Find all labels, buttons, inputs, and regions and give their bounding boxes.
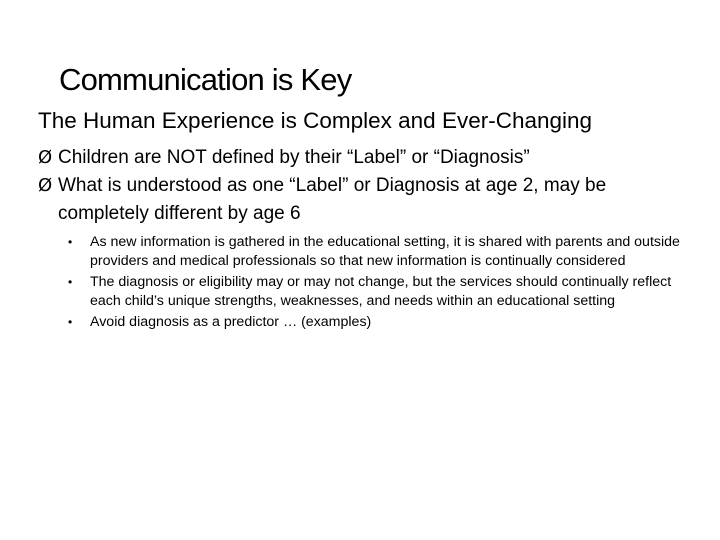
sub-bullet-item [68, 313, 681, 332]
arrow-bullet-icon: Ø [38, 147, 53, 168]
dot-bullet-icon: • [68, 275, 73, 290]
main-bullet-text: What is understood as one “Label” or Diagnosis at age 2, may be completely different by age 6 [58, 175, 607, 224]
sub-bullet-list [68, 233, 681, 334]
slide-subtitle: The Human Experience is Complex and Ever-Changing [38, 108, 593, 133]
main-bullet-list [38, 144, 698, 228]
sub-bullet-text: Avoid diagnosis as a predictor … (examples) [90, 314, 372, 331]
sub-bullet-item [68, 273, 681, 312]
dot-bullet-icon: • [68, 315, 73, 330]
sub-bullet-text: As new information is gathered in the educational setting, it is shared with parents and outside providers and medical professionals so that new information is continually considered [90, 234, 680, 270]
main-bullet-item [38, 144, 698, 172]
sub-bullet-text: The diagnosis or eligibility may or may not change, but the services should continually reflect each child’s unique strengths, weaknesses, and needs within an educational setting [90, 274, 672, 310]
main-bullet-item [38, 172, 698, 228]
slide-title: Communication is Key [59, 62, 352, 97]
sub-bullet-item [68, 233, 681, 272]
arrow-bullet-icon: Ø [38, 175, 53, 196]
main-bullet-text: Children are NOT defined by their “Label” or “Diagnosis” [58, 147, 530, 168]
dot-bullet-icon: • [68, 235, 73, 249]
